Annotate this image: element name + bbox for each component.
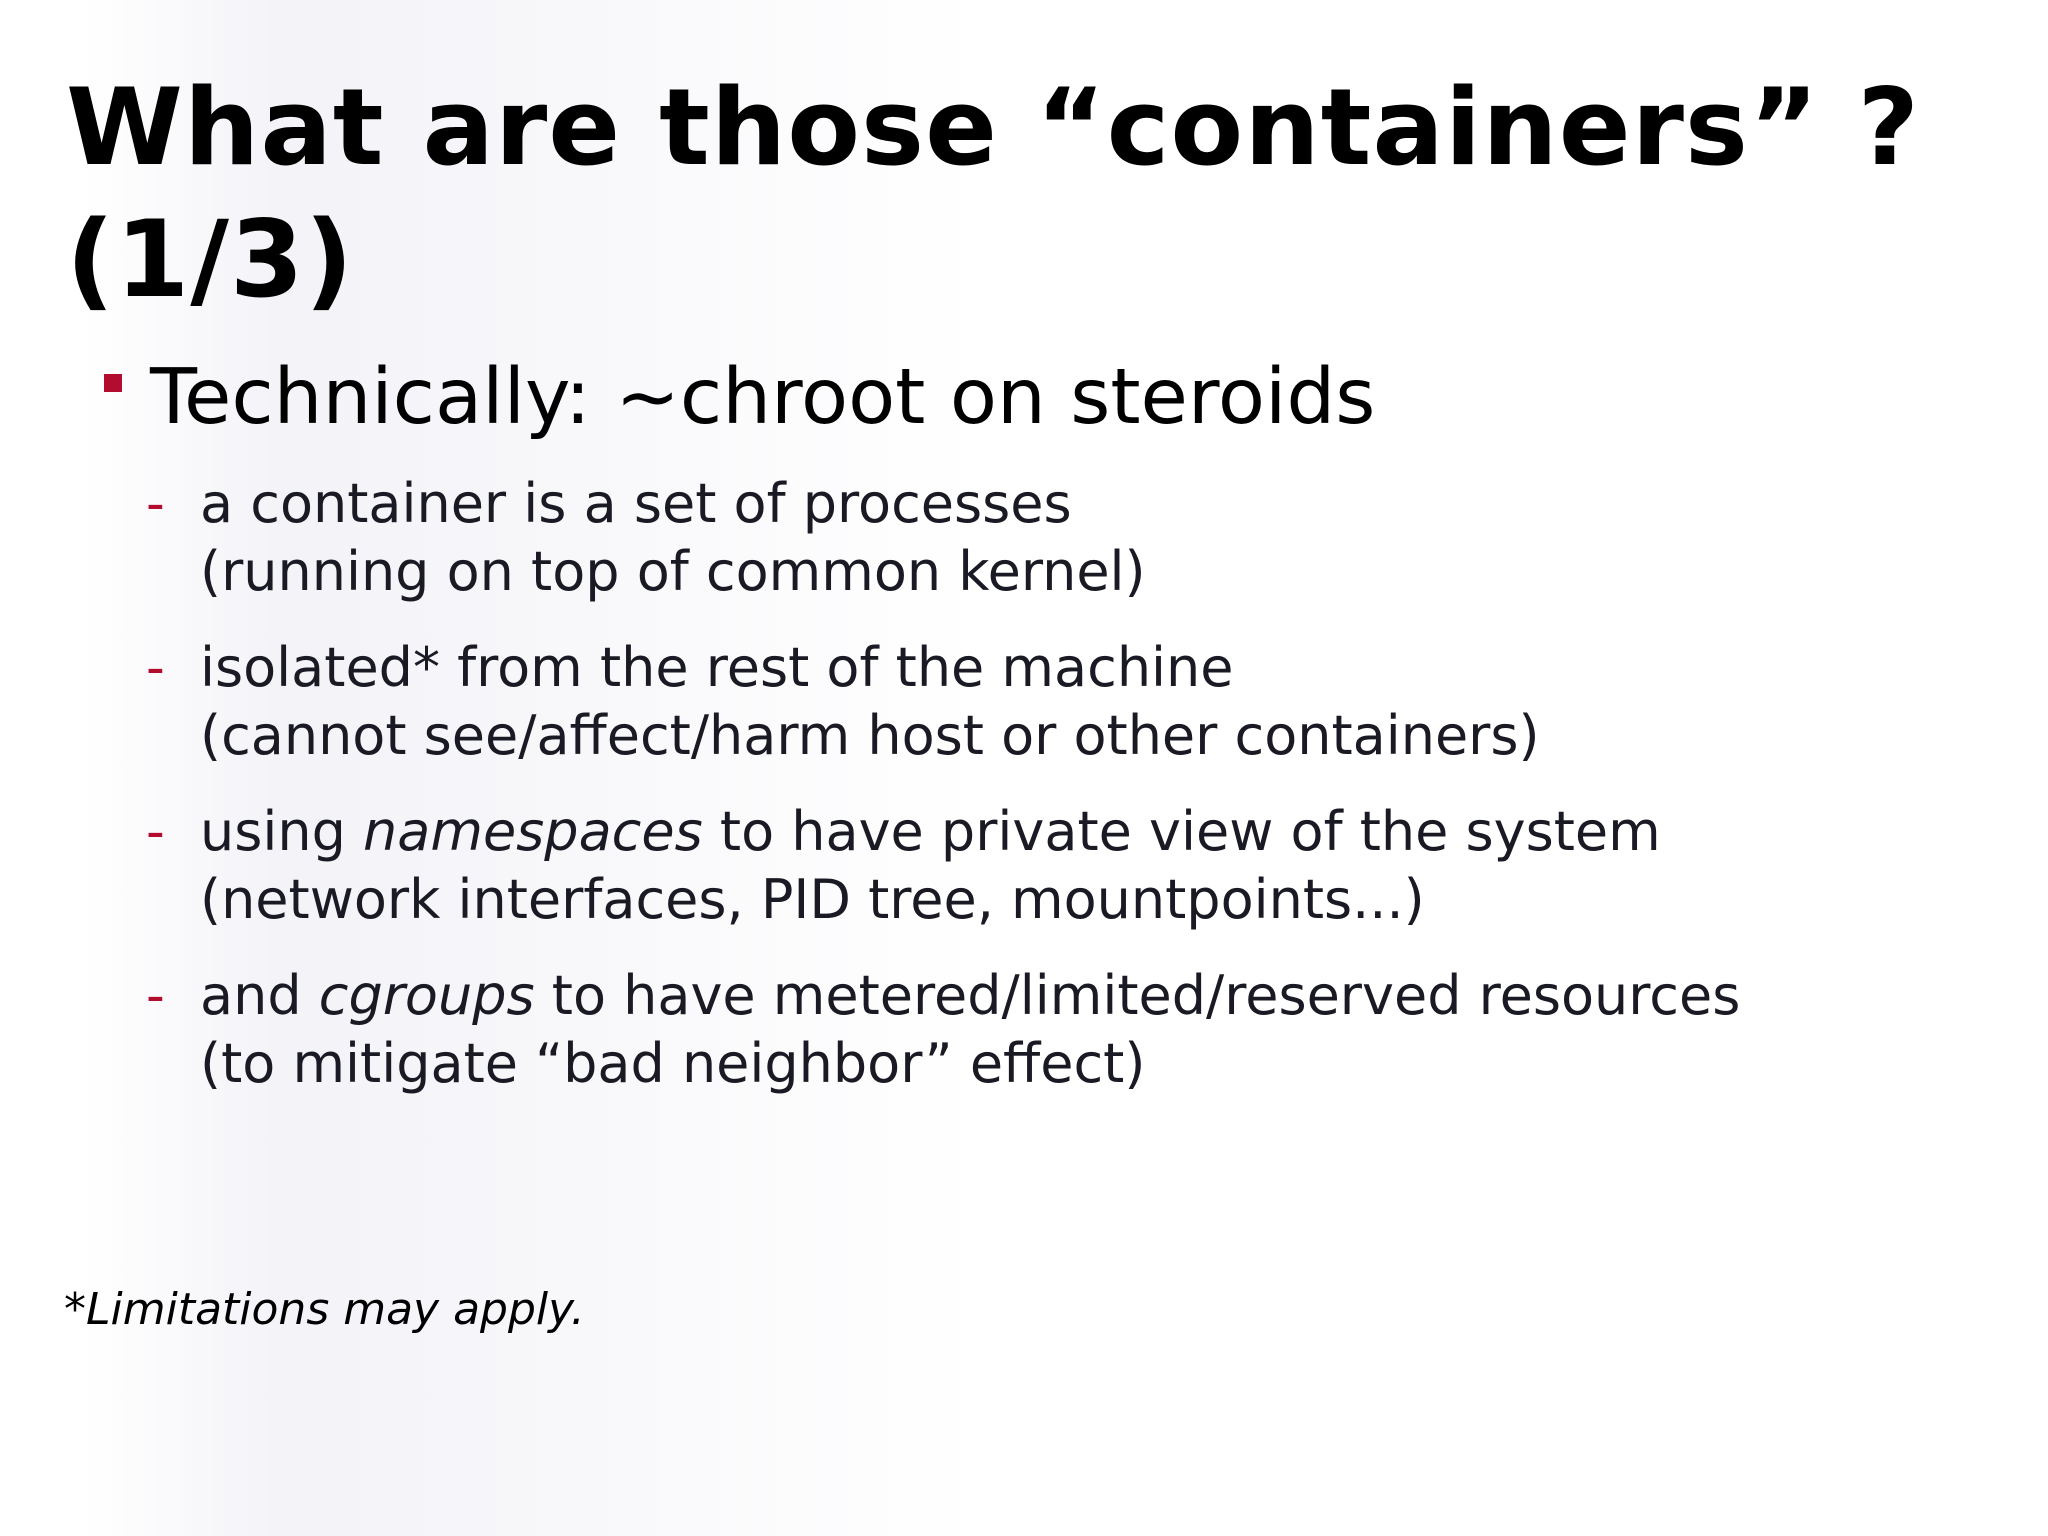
subitem-text xyxy=(200,634,1540,770)
subitem-line-1-post: to have metered/limited/reserved resources xyxy=(534,964,1741,1027)
subitem-line-2: (running on top of common kernel) xyxy=(200,540,1146,603)
subitem-line-2: (cannot see/affect/harm host or other containers) xyxy=(200,704,1540,767)
subitem-text xyxy=(200,470,1146,606)
subitem-text xyxy=(200,798,1661,934)
subitem-text xyxy=(200,962,1740,1098)
subitem-line-1 xyxy=(200,962,1740,1030)
bullet-text: Technically: ~chroot on steroids xyxy=(150,353,1376,442)
subitem-term-cgroups: cgroups xyxy=(318,964,535,1027)
subitem-term-namespaces: namespaces xyxy=(363,800,703,863)
dash-bullet-icon: - xyxy=(146,638,165,698)
subitem-line-1: a container is a set of processes xyxy=(200,472,1072,535)
square-bullet-icon xyxy=(104,374,122,392)
footnote: *Limitations may apply. xyxy=(64,1284,585,1335)
dash-bullet-icon: - xyxy=(146,966,165,1026)
subitem-line-1-pre: using xyxy=(200,800,364,863)
subitem-line-2: (to mitigate “bad neighbor” effect) xyxy=(200,1032,1146,1095)
subitem-line-1-post: to have private view of the system xyxy=(702,800,1661,863)
subitem-line-2: (network interfaces, PID tree, mountpoints...) xyxy=(200,868,1425,931)
subitem-line-1 xyxy=(200,798,1661,866)
subitem-line-1-pre: and xyxy=(200,964,319,1027)
dash-bullet-icon: - xyxy=(146,474,165,534)
subitem-line-1: isolated* from the rest of the machine xyxy=(200,636,1234,699)
slide-title-line-2: (1/3) xyxy=(66,198,355,321)
dash-bullet-icon: - xyxy=(146,802,165,862)
slide-title xyxy=(66,62,1920,326)
slide-title-line-1: What are those “containers” ? xyxy=(66,66,1921,189)
